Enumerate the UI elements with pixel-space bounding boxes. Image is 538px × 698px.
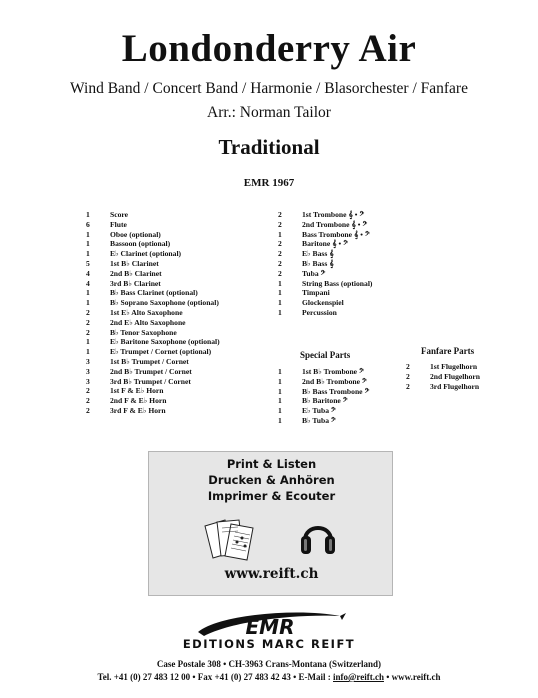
part-quantity: 1: [86, 347, 90, 357]
page-title: Londonderry Air: [121, 27, 417, 70]
part-row: [84, 288, 220, 298]
promo-website-link[interactable]: www.reift.ch: [224, 566, 319, 582]
email-link[interactable]: info@reift.ch: [333, 672, 384, 682]
part-name: Baritone 𝄞 • 𝄢: [302, 239, 348, 249]
part-quantity: 1: [86, 288, 90, 298]
part-name: Oboe (optional): [110, 229, 161, 239]
part-quantity: 1: [278, 386, 282, 396]
part-row: [84, 239, 220, 249]
part-name: Timpani: [302, 288, 330, 298]
catalog-number: EMR 1967: [243, 177, 295, 189]
part-name: 2nd Flugelhorn: [430, 371, 481, 381]
part-row: [276, 377, 369, 387]
part-quantity: 3: [86, 376, 90, 386]
part-quantity: 4: [86, 278, 90, 288]
part-name: 1st B♭ Clarinet: [110, 258, 159, 268]
arranger: Arr.: Norman Tailor: [207, 104, 331, 121]
part-row: [84, 269, 220, 279]
part-row: [276, 269, 372, 279]
parts-list-right: [276, 210, 372, 318]
part-name: Glockenspiel: [302, 298, 344, 308]
part-quantity: 1: [86, 337, 90, 347]
part-name: E♭ Trumpet / Cornet (optional): [110, 347, 212, 357]
part-row: [404, 362, 480, 372]
part-name: B♭ Soprano Saxophone (optional): [110, 298, 219, 308]
part-quantity: 2: [278, 249, 282, 259]
part-name: 2nd B♭ Trombone 𝄢: [302, 376, 367, 386]
part-quantity: 2: [86, 405, 90, 415]
part-name: B♭ Tuba 𝄢: [302, 415, 336, 425]
part-name: 1st B♭ Trumpet / Cornet: [110, 356, 189, 366]
parts-list-left: [84, 210, 220, 416]
part-name: 1st B♭ Trombone 𝄢: [302, 367, 364, 376]
part-name: 1st Trombone 𝄞 • 𝄢: [302, 210, 365, 219]
print-listen-box[interactable]: [148, 451, 393, 596]
part-row: [84, 337, 220, 347]
part-name: B♭ Bass 𝄞: [302, 258, 334, 268]
part-name: Flute: [110, 219, 127, 229]
part-quantity: 2: [278, 219, 282, 229]
part-name: 3rd F & E♭ Horn: [110, 405, 166, 415]
part-name: B♭ Bass Clarinet (optional): [110, 288, 198, 298]
email-label: E-Mail :: [298, 672, 331, 682]
part-row: [84, 259, 220, 269]
part-row: [276, 230, 372, 240]
special-parts-heading: Special Parts: [300, 350, 351, 360]
part-row: [276, 210, 372, 220]
part-quantity: 1: [278, 229, 282, 239]
part-quantity: 2: [278, 268, 282, 278]
special-parts-list: [276, 367, 369, 426]
part-row: [84, 279, 220, 289]
part-row: [276, 298, 372, 308]
part-name: 2nd B♭ Trumpet / Cornet: [110, 366, 192, 376]
contact-line: Tel. +41 (0) 27 483 12 00 • Fax +41 (0) 27 483 42 43 • E-Mail : info@reift.ch • www.reift.ch: [97, 672, 441, 682]
part-quantity: 1: [86, 229, 90, 239]
promo-line-imprimer: Imprimer & Ecouter: [207, 489, 336, 503]
part-row: [276, 239, 372, 249]
part-row: [276, 406, 369, 416]
part-row: [276, 249, 372, 259]
part-quantity: 3: [86, 356, 90, 366]
part-name: 2nd B♭ Clarinet: [110, 268, 162, 278]
part-row: [84, 367, 220, 377]
promo-line-print: Print & Listen: [226, 457, 317, 471]
part-row: [84, 328, 220, 338]
part-name: Bassoon (optional): [110, 239, 171, 249]
part-name: B♭ Bass Trombone 𝄢: [302, 386, 370, 396]
promo-line-drucken: Drucken & Anhören: [208, 473, 335, 487]
part-name: 2nd F & E♭ Horn: [110, 396, 167, 406]
part-quantity: 1: [278, 307, 282, 317]
part-row: [84, 406, 220, 416]
part-row: [84, 347, 220, 357]
part-row: [276, 308, 372, 318]
part-quantity: 4: [86, 268, 90, 278]
part-row: [276, 259, 372, 269]
part-name: Percussion: [302, 307, 337, 317]
part-row: [84, 357, 220, 367]
part-quantity: 1: [278, 288, 282, 298]
part-quantity: 1: [278, 376, 282, 386]
part-name: E♭ Clarinet (optional): [110, 249, 182, 259]
part-row: [404, 372, 480, 382]
part-row: [276, 387, 369, 397]
part-row: [84, 230, 220, 240]
part-name: E♭ Bass 𝄞: [302, 249, 334, 259]
part-quantity: 2: [86, 386, 90, 396]
part-quantity: 1: [278, 367, 282, 376]
sheet-music-icon: [203, 518, 259, 562]
fanfare-parts-list: [404, 362, 480, 391]
part-quantity: 2: [406, 381, 410, 391]
phone: Tel. +41 (0) 27 483 12 00: [97, 672, 191, 682]
part-quantity: 1: [278, 406, 282, 416]
part-quantity: 1: [278, 415, 282, 425]
part-quantity: 6: [86, 219, 90, 229]
part-quantity: 2: [278, 258, 282, 268]
part-row: [404, 382, 480, 392]
part-quantity: 1: [86, 249, 90, 259]
part-name: 1st E♭ Alto Saxophone: [110, 307, 183, 317]
part-name: E♭ Tuba 𝄢: [302, 406, 336, 416]
part-quantity: 2: [406, 362, 410, 371]
part-row: [276, 416, 369, 426]
part-name: 2nd E♭ Alto Saxophone: [110, 317, 186, 327]
part-quantity: 1: [278, 396, 282, 406]
part-quantity: 2: [86, 327, 90, 337]
part-row: [276, 279, 372, 289]
headphones-icon: [300, 516, 336, 558]
part-name: 3rd B♭ Trumpet / Cornet: [110, 376, 191, 386]
part-name: 3rd Flugelhorn: [430, 381, 480, 391]
publisher-name: EDITIONS MARC REIFT: [182, 637, 356, 651]
logo-text: EMR: [245, 615, 295, 639]
part-quantity: 5: [86, 258, 90, 268]
part-quantity: 2: [406, 371, 410, 381]
part-row: [84, 220, 220, 230]
part-row: [84, 249, 220, 259]
part-quantity: 2: [278, 210, 282, 219]
part-name: Score: [110, 210, 128, 219]
part-row: [84, 298, 220, 308]
fax: Fax +41 (0) 27 483 42 43: [197, 672, 291, 682]
website-link[interactable]: www.reift.ch: [391, 672, 441, 682]
part-name: 3rd B♭ Clarinet: [110, 278, 161, 288]
part-row: [84, 210, 220, 220]
part-name: String Bass (optional): [302, 278, 373, 288]
publisher-address: Case Postale 308 • CH-3963 Crans-Montana (Switzerland): [156, 659, 382, 669]
part-name: 2nd Trombone 𝄞 • 𝄢: [302, 219, 368, 229]
part-quantity: 2: [86, 396, 90, 406]
part-row: [84, 377, 220, 387]
ensemble-subtitle: Wind Band / Concert Band / Harmonie / Blasorchester / Fanfare: [70, 80, 468, 97]
part-quantity: 2: [278, 239, 282, 249]
part-row: [84, 318, 220, 328]
part-name: Tuba 𝄢: [302, 268, 326, 278]
part-name: B♭ Tenor Saxophone: [110, 327, 177, 337]
part-quantity: 2: [86, 307, 90, 317]
part-row: [84, 396, 220, 406]
part-row: [276, 367, 369, 377]
part-row: [84, 308, 220, 318]
part-quantity: 2: [86, 317, 90, 327]
emr-logo: [190, 610, 350, 640]
composer: Traditional: [218, 135, 320, 159]
part-quantity: 1: [86, 239, 90, 249]
part-name: B♭ Baritone 𝄢: [302, 396, 348, 406]
part-name: 1st F & E♭ Horn: [110, 386, 164, 396]
part-quantity: 1: [86, 298, 90, 308]
part-quantity: 3: [86, 366, 90, 376]
part-row: [84, 386, 220, 396]
part-name: Bass Trombone 𝄞 • 𝄢: [302, 229, 370, 239]
part-row: [276, 396, 369, 406]
part-quantity: 1: [278, 298, 282, 308]
fanfare-parts-heading: Fanfare Parts: [421, 346, 475, 356]
part-quantity: 1: [86, 210, 90, 219]
part-name: E♭ Baritone Saxophone (optional): [110, 337, 220, 347]
part-quantity: 1: [278, 278, 282, 288]
part-row: [276, 288, 372, 298]
part-name: 1st Flugelhorn: [430, 362, 478, 371]
part-row: [276, 220, 372, 230]
